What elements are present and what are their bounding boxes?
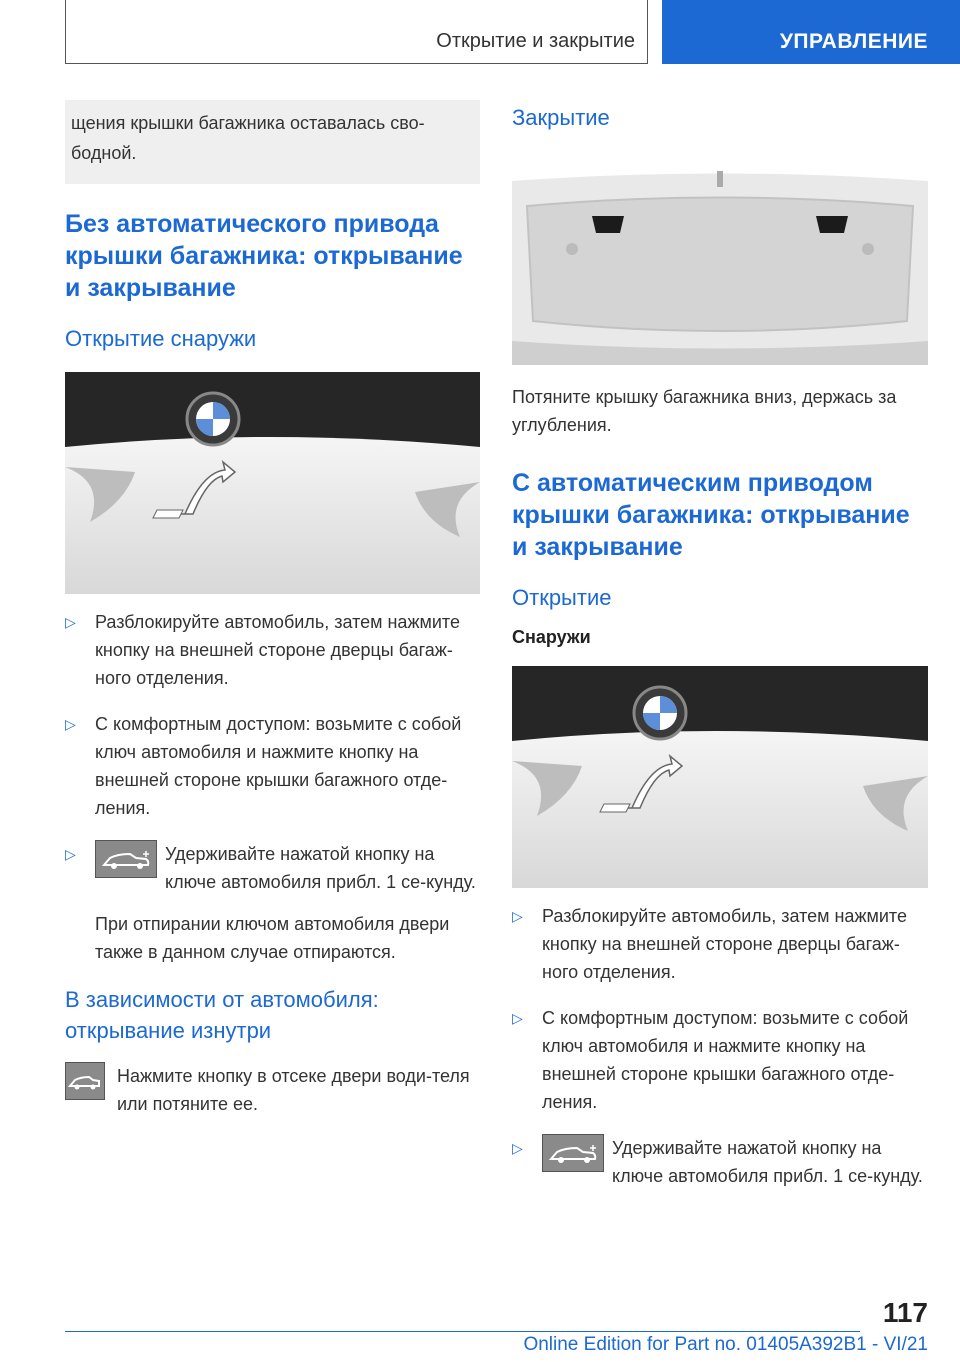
trunk-button-illustration — [65, 372, 480, 594]
subsubheading-outside: Снаружи — [512, 627, 591, 647]
note-box — [65, 100, 480, 184]
list-item — [65, 840, 480, 966]
inside-open-block — [65, 1062, 480, 1118]
key-unlock-note: При отпирании ключом автомобиля двери также в данном случае отпираются. — [95, 914, 450, 962]
trunk-lid-photo — [512, 151, 928, 365]
trunk-button-photo-2 — [512, 666, 928, 888]
subheading-open: Открытие — [512, 585, 612, 610]
trunk-button-photo — [65, 372, 480, 594]
list-item — [512, 1134, 928, 1190]
trunk-lid-illustration — [512, 151, 928, 365]
inside-open-text: Нажмите кнопку в отсеке двери води-теля или потяните ее. — [117, 1066, 470, 1114]
steps-list-left — [65, 608, 480, 966]
bullet-triangle-icon: ▷ — [512, 908, 523, 924]
subheading-open-outside: Открытие снаружи — [65, 326, 257, 351]
right-column — [512, 100, 928, 1208]
subheading-vehicle-dependent: В зависимости от автомобиля: открывание изнутри — [65, 987, 379, 1043]
step-text: Разблокируйте автомобиль, затем нажмите кнопку на внешней стороне дверцы багаж-ного отделения. — [542, 906, 907, 982]
page-number: 117 — [882, 1297, 928, 1328]
bullet-triangle-icon: ▷ — [512, 1010, 523, 1026]
heading-auto-drive: С автоматическим приводом крышки багажника: открывание и закрывание — [512, 469, 910, 561]
header-chapter-box — [65, 0, 648, 64]
heading-close: Закрытие — [512, 105, 610, 130]
list-item — [512, 902, 928, 986]
left-column — [65, 100, 480, 1118]
bullet-triangle-icon: ▷ — [65, 846, 76, 862]
step-text: С комфортным доступом: возьмите с собой ключ автомобиля и нажмите кнопку на внешней стороне крышки багажного отде-ления. — [95, 714, 462, 818]
door-button-icon — [65, 1062, 105, 1100]
section-title: УПРАВЛЕНИЕ — [779, 30, 928, 53]
step-text: Разблокируйте автомобиль, затем нажмите кнопку на внешней стороне дверцы багаж-ного отделения. — [95, 612, 460, 688]
footer-edition: Online Edition for Part no. 01405A392B1 - VI/21 — [523, 1334, 928, 1355]
list-item — [65, 608, 480, 692]
steps-list-right — [512, 902, 928, 1190]
close-text: Потяните крышку багажника вниз, держась за углубления. — [512, 387, 897, 435]
step-text: Удерживайте нажатой кнопку на ключе автомобиля прибл. 1 се-кунду. — [165, 844, 476, 892]
trunk-button-illustration-2 — [512, 666, 928, 888]
note-text: щения крышки багажника оставалась сво-бодной. — [71, 113, 425, 163]
list-item — [65, 710, 480, 822]
step-text: С комфортным доступом: возьмите с собой ключ автомобиля и нажмите кнопку на внешней стороне крышки багажного отде-ления. — [542, 1008, 909, 1112]
bullet-triangle-icon: ▷ — [65, 716, 76, 732]
step-text: Удерживайте нажатой кнопку на ключе автомобиля прибл. 1 се-кунду. — [612, 1138, 923, 1186]
trunk-key-button-icon — [542, 1134, 604, 1172]
list-item — [512, 1004, 928, 1116]
bullet-triangle-icon: ▷ — [512, 1140, 523, 1156]
trunk-key-button-icon — [95, 840, 157, 878]
header-section-box — [662, 0, 960, 64]
footer-divider — [65, 1331, 860, 1332]
chapter-title: Открытие и закрытие — [436, 30, 635, 52]
heading-no-auto-drive: Без автоматического привода крышки багажника: открывание и закрывание — [65, 210, 463, 302]
bullet-triangle-icon: ▷ — [65, 614, 76, 630]
